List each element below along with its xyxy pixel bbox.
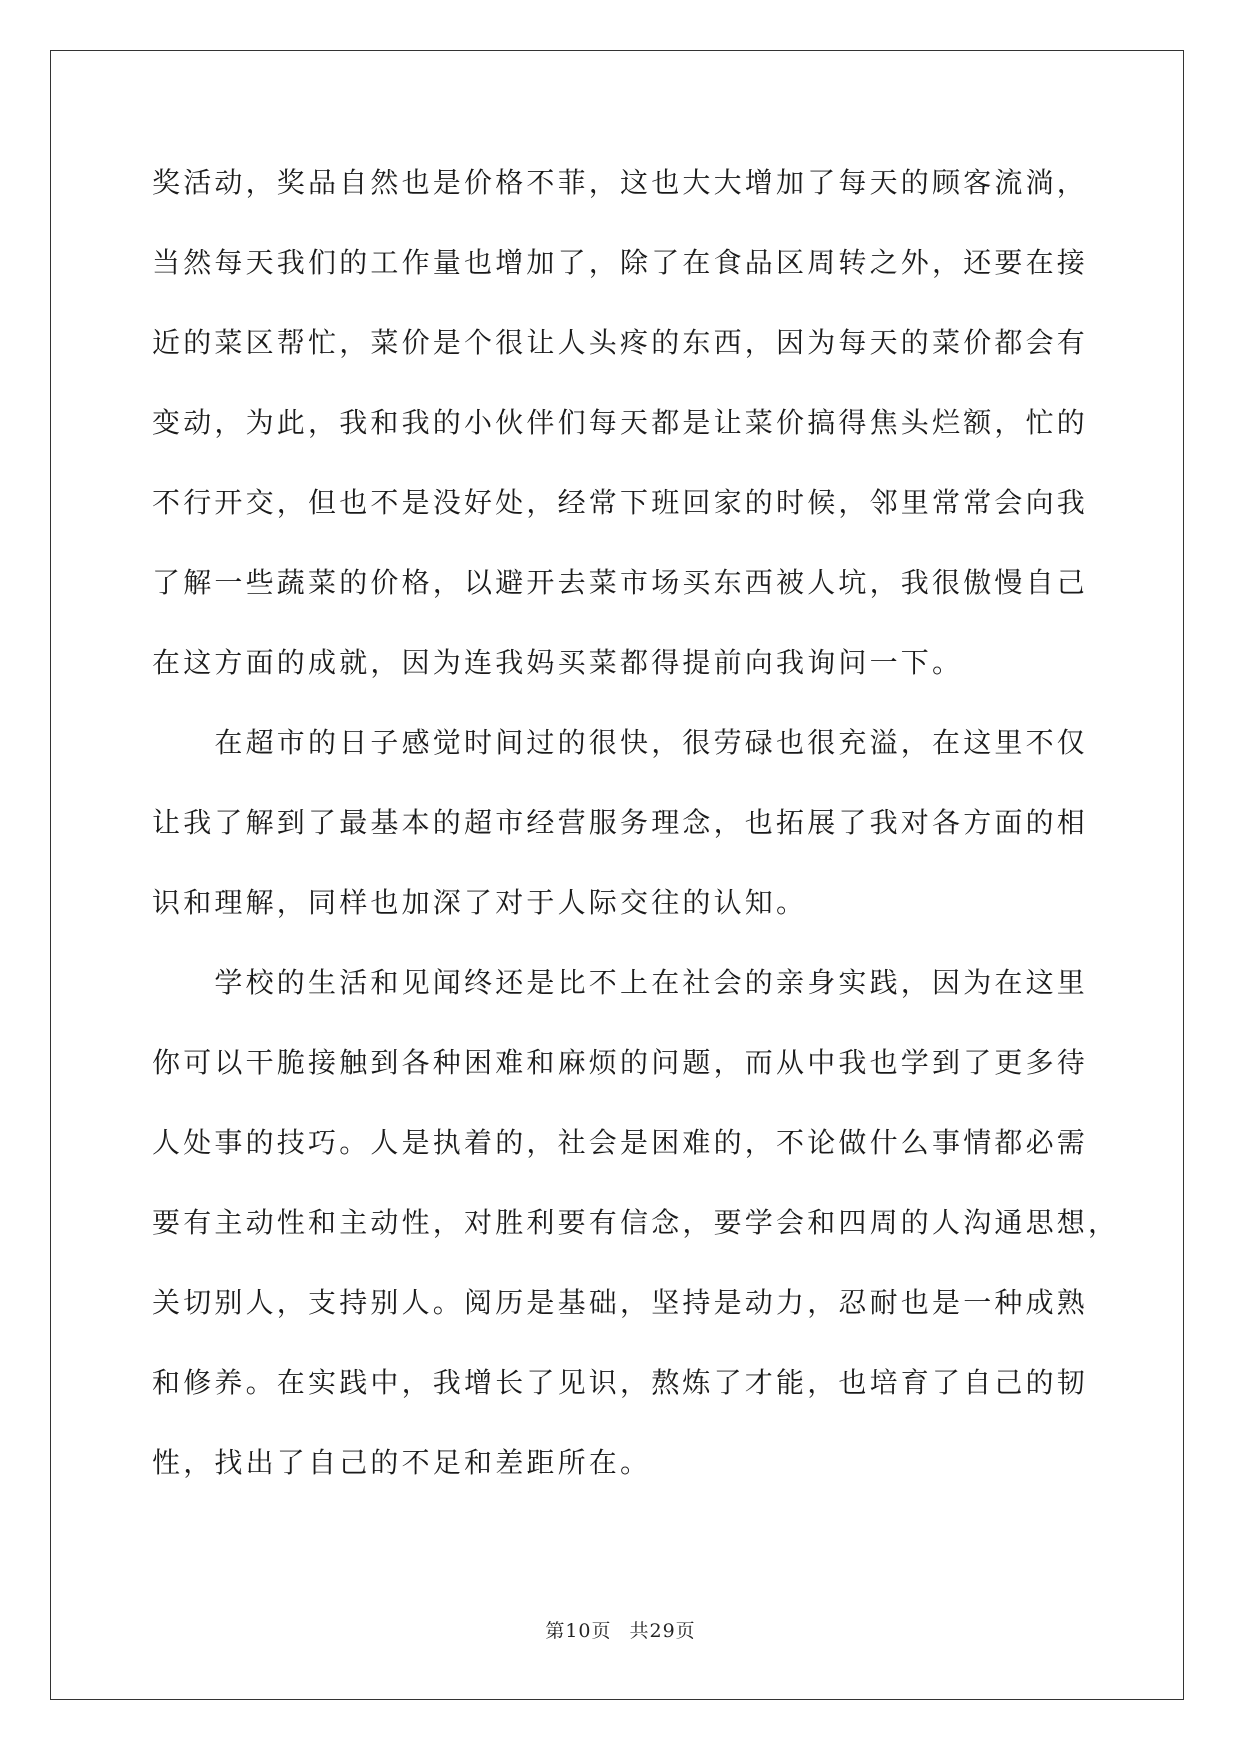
text-line: 关切别人，支持别人。阅历是基础，坚持是动力，忍耐也是一种成熟 [152, 1286, 1089, 1319]
text-line: 人处事的技巧。人是执着的，社会是困难的，不论做什么事情都必需 [152, 1126, 1089, 1159]
text-line: 变动，为此，我和我的小伙伴们每天都是让菜价搞得焦头烂额，忙的 [152, 406, 1089, 439]
text-line: 近的菜区帮忙，菜价是个很让人头疼的东西，因为每天的菜价都会有 [152, 326, 1089, 359]
page-footer [0, 1616, 1241, 1643]
page-number-total: 共29页 [629, 1620, 696, 1642]
document-body [152, 165, 1120, 1525]
text-line: 奖活动，奖品自然也是价格不菲，这也大大增加了每天的顾客流淌， [152, 166, 1089, 199]
text-line: 识和理解，同样也加深了对于人际交往的认知。 [152, 886, 808, 919]
text-line: 在这方面的成就，因为连我妈买菜都得提前向我询问一下。 [152, 646, 964, 679]
text-line: 和修养。在实践中，我增长了见识，熬炼了才能，也培育了自己的韧 [152, 1366, 1089, 1399]
text-line: 不行开交，但也不是没好处，经常下班回家的时候，邻里常常会向我 [152, 486, 1089, 519]
text-line: 要有主动性和主动性，对胜利要有信念，要学会和四周的人沟通思想， [152, 1206, 1120, 1239]
text-line: 学校的生活和见闻终还是比不上在社会的亲身实践，因为在这里 [152, 966, 1089, 999]
text-line: 了解一些蔬菜的价格，以避开去菜市场买东西被人坑，我很傲慢自己 [152, 566, 1089, 599]
text-line: 在超市的日子感觉时间过的很快，很劳碌也很充溢，在这里不仅 [152, 726, 1089, 759]
page-number-current: 第10页 [545, 1620, 612, 1642]
text-line: 当然每天我们的工作量也增加了，除了在食品区周转之外，还要在接 [152, 246, 1089, 279]
text-line: 性，找出了自己的不足和差距所在。 [152, 1446, 652, 1479]
text-line: 让我了解到了最基本的超市经营服务理念，也拓展了我对各方面的相 [152, 806, 1089, 839]
text-line: 你可以干脆接触到各种困难和麻烦的问题，而从中我也学到了更多待 [152, 1046, 1089, 1079]
